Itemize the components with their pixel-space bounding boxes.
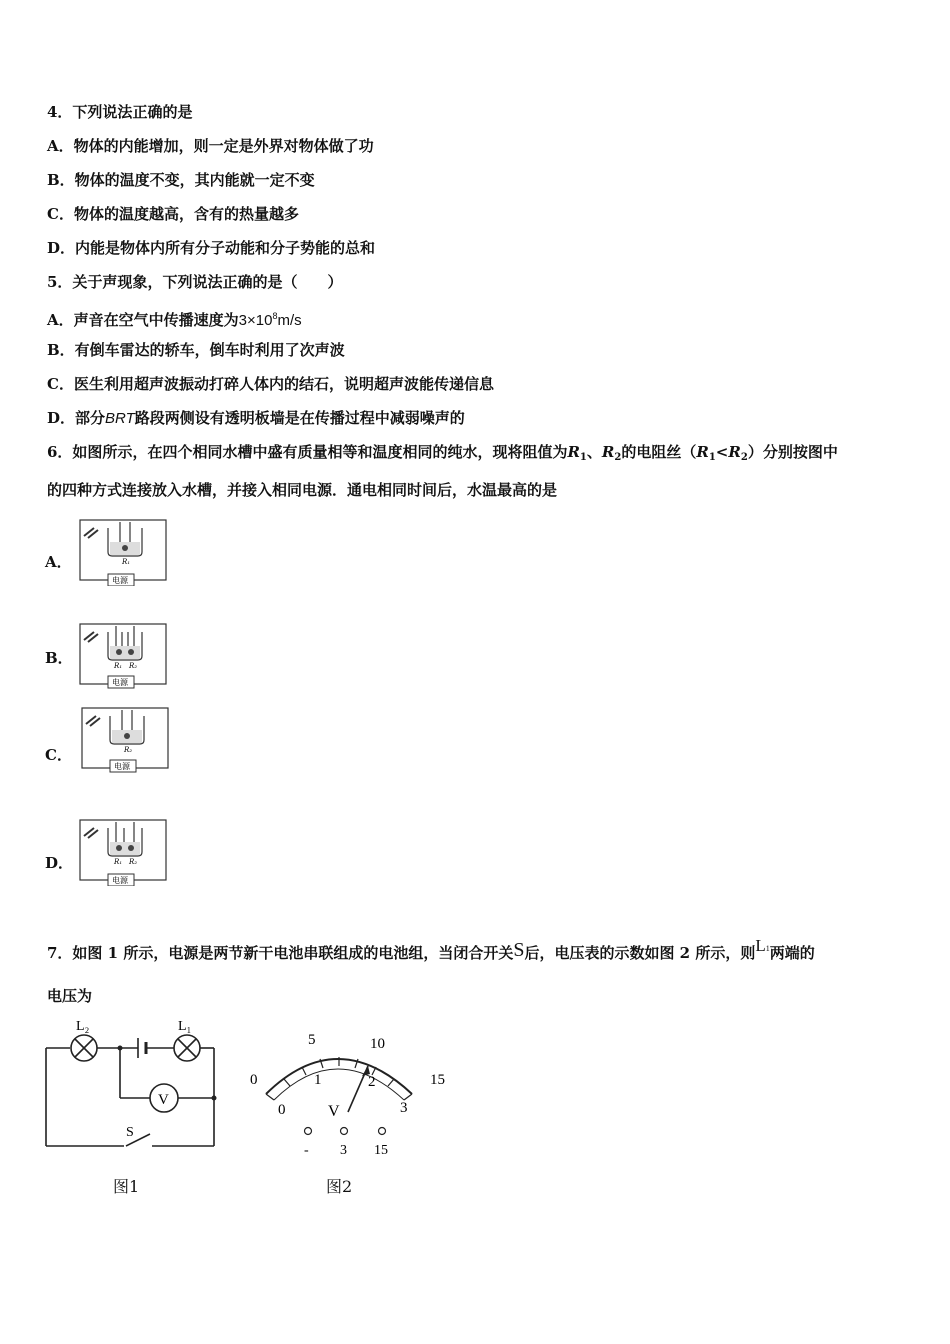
q6-a-power-label: 电源 bbox=[112, 576, 128, 585]
q6-c-power-label: 电源 bbox=[114, 762, 130, 771]
q7-fig2-inner-tick-2: 2 bbox=[368, 1074, 376, 1090]
q4-stem: 4．下列说法正确的是 bbox=[47, 103, 193, 121]
q7-fig2-terminal-label-15: 15 bbox=[374, 1143, 388, 1158]
q5-speed-unit: m/s bbox=[277, 312, 302, 329]
q7-figure-2-voltmeter bbox=[244, 1024, 464, 1164]
q6-stem-line2: 的四种方式连接放入水槽，并接入相同电源．通电相同时间后，水温最高的是 bbox=[47, 481, 558, 499]
q7-lamp-symbol: L bbox=[755, 936, 766, 955]
q6-figure-c bbox=[78, 704, 174, 774]
q7-stem-part3: 两端的 bbox=[769, 944, 815, 962]
q7-stem-part1: 7．如图 1 所示，电源是两节新干电池串联组成的电池组，当闭合开关 bbox=[47, 944, 514, 962]
q7-fig2-outer-tick-5: 5 bbox=[308, 1032, 316, 1048]
q4-option-c: C．物体的温度越高，含有的热量越多 bbox=[47, 205, 299, 223]
q6-r-symbol: R bbox=[696, 443, 709, 461]
q7-fig2-terminal-label-3: 3 bbox=[340, 1143, 347, 1158]
q7-fig2-outer-tick-15: 15 bbox=[430, 1072, 445, 1088]
q7-fig2-caption: 图2 bbox=[326, 1177, 353, 1196]
q6-stem-part2: 的电阻丝（ bbox=[621, 443, 697, 461]
q6-r-symbol: R bbox=[567, 443, 580, 461]
q6-option-b-label: B． bbox=[45, 649, 73, 667]
q4-option-a: A．物体的内能增加，则一定是外界对物体做了功 bbox=[47, 137, 374, 155]
q7-stem-line1 bbox=[47, 936, 815, 963]
q6-b-power-label: 电源 bbox=[112, 678, 128, 687]
q6-sub1: 1 bbox=[579, 452, 587, 463]
q7-figure-1-circuit bbox=[40, 1012, 230, 1162]
q7-fig2-outer-tick-0: 0 bbox=[250, 1072, 258, 1088]
q7-lamp-sub: 1 bbox=[765, 944, 770, 953]
q6-d-power-label: 电源 bbox=[112, 876, 128, 885]
q5-brt: BRT bbox=[105, 410, 135, 427]
q7-fig1-caption: 图1 bbox=[113, 1177, 140, 1196]
q5-stem: 5．关于声现象，下列说法正确的是（ ） bbox=[47, 273, 343, 291]
q7-fig1-switch-label: S bbox=[126, 1125, 134, 1140]
q6-option-a-label: A． bbox=[45, 553, 72, 571]
q6-figure-d bbox=[76, 816, 172, 886]
q6-sep: 、 bbox=[586, 443, 602, 461]
q6-lt: < bbox=[715, 443, 729, 461]
q6-sub1: 1 bbox=[708, 452, 716, 463]
q6-c-r2-label: R₂ bbox=[124, 746, 133, 754]
q7-fig2-terminal-3 bbox=[341, 1128, 348, 1135]
q7-fig2-terminal-neg bbox=[305, 1128, 312, 1135]
q7-fig1-l2-label: L₂ bbox=[76, 1019, 90, 1034]
q6-stem-part3: ）分别按图中 bbox=[747, 443, 838, 461]
q7-fig2-outer-tick-10: 10 bbox=[370, 1036, 385, 1052]
q6-a-r1-label: R₁ bbox=[122, 558, 131, 566]
q7-fig2-inner-tick-1: 1 bbox=[314, 1072, 322, 1088]
q5-option-c: C．医生利用超声波振动打碎人体内的结石，说明超声波能传递信息 bbox=[47, 375, 494, 393]
q6-option-c-label: C． bbox=[45, 746, 72, 764]
q6-stem-part1: 6．如图所示，在四个相同水槽中盛有质量相等和温度相同的纯水，现将阻值为 bbox=[47, 443, 568, 461]
q6-figure-b bbox=[76, 620, 172, 690]
q6-d-r1-label: R₁ bbox=[114, 858, 123, 866]
q6-r-symbol: R bbox=[601, 443, 615, 461]
q6-sub2: 2 bbox=[740, 452, 748, 463]
q5-option-b: B．有倒车雷达的轿车，倒车时利用了次声波 bbox=[47, 341, 345, 359]
q7-stem-part2: 后，电压表的示数如图 2 所示，则 bbox=[524, 944, 756, 962]
q6-b-r1-label: R₁ bbox=[114, 662, 123, 670]
q6-d-r2-label: R₂ bbox=[129, 858, 138, 866]
q7-fig1-voltmeter-label: V bbox=[158, 1092, 169, 1108]
q5-option-d-prefix: D．部分 bbox=[47, 409, 106, 427]
q6-figure-a bbox=[76, 516, 172, 586]
q4-option-d: D．内能是物体内所有分子动能和分子势能的总和 bbox=[47, 239, 376, 257]
q7-switch-symbol: S bbox=[513, 939, 525, 961]
q7-fig2-terminal-15 bbox=[379, 1128, 386, 1135]
q7-fig2-terminal-label-neg: - bbox=[304, 1143, 309, 1158]
q6-sub2: 2 bbox=[614, 452, 622, 463]
q7-stem-line2: 电压为 bbox=[47, 987, 93, 1005]
q5-option-a bbox=[47, 306, 302, 331]
q6-b-r2-label: R₂ bbox=[129, 662, 138, 670]
q6-stem-line1 bbox=[47, 442, 838, 468]
q6-r-symbol: R bbox=[728, 443, 741, 461]
q5-option-a-text: A．声音在空气中传播速度为 bbox=[47, 311, 239, 329]
q6-option-d-label: D． bbox=[45, 854, 74, 872]
q5-speed-exponent: 8 bbox=[272, 311, 278, 321]
q7-fig2-inner-tick-0: 0 bbox=[278, 1102, 286, 1118]
q5-speed-value: 3×10 bbox=[238, 312, 273, 329]
q7-fig2-inner-tick-3: 3 bbox=[400, 1100, 408, 1116]
q5-option-d bbox=[47, 408, 465, 429]
q7-fig1-l1-label: L₁ bbox=[178, 1019, 192, 1034]
q7-fig2-voltmeter-label: V bbox=[328, 1103, 340, 1120]
q4-option-b: B．物体的温度不变，其内能就一定不变 bbox=[47, 171, 315, 189]
q5-option-d-suffix: 路段两侧设有透明板墙是在传播过程中减弱噪声的 bbox=[134, 409, 465, 427]
